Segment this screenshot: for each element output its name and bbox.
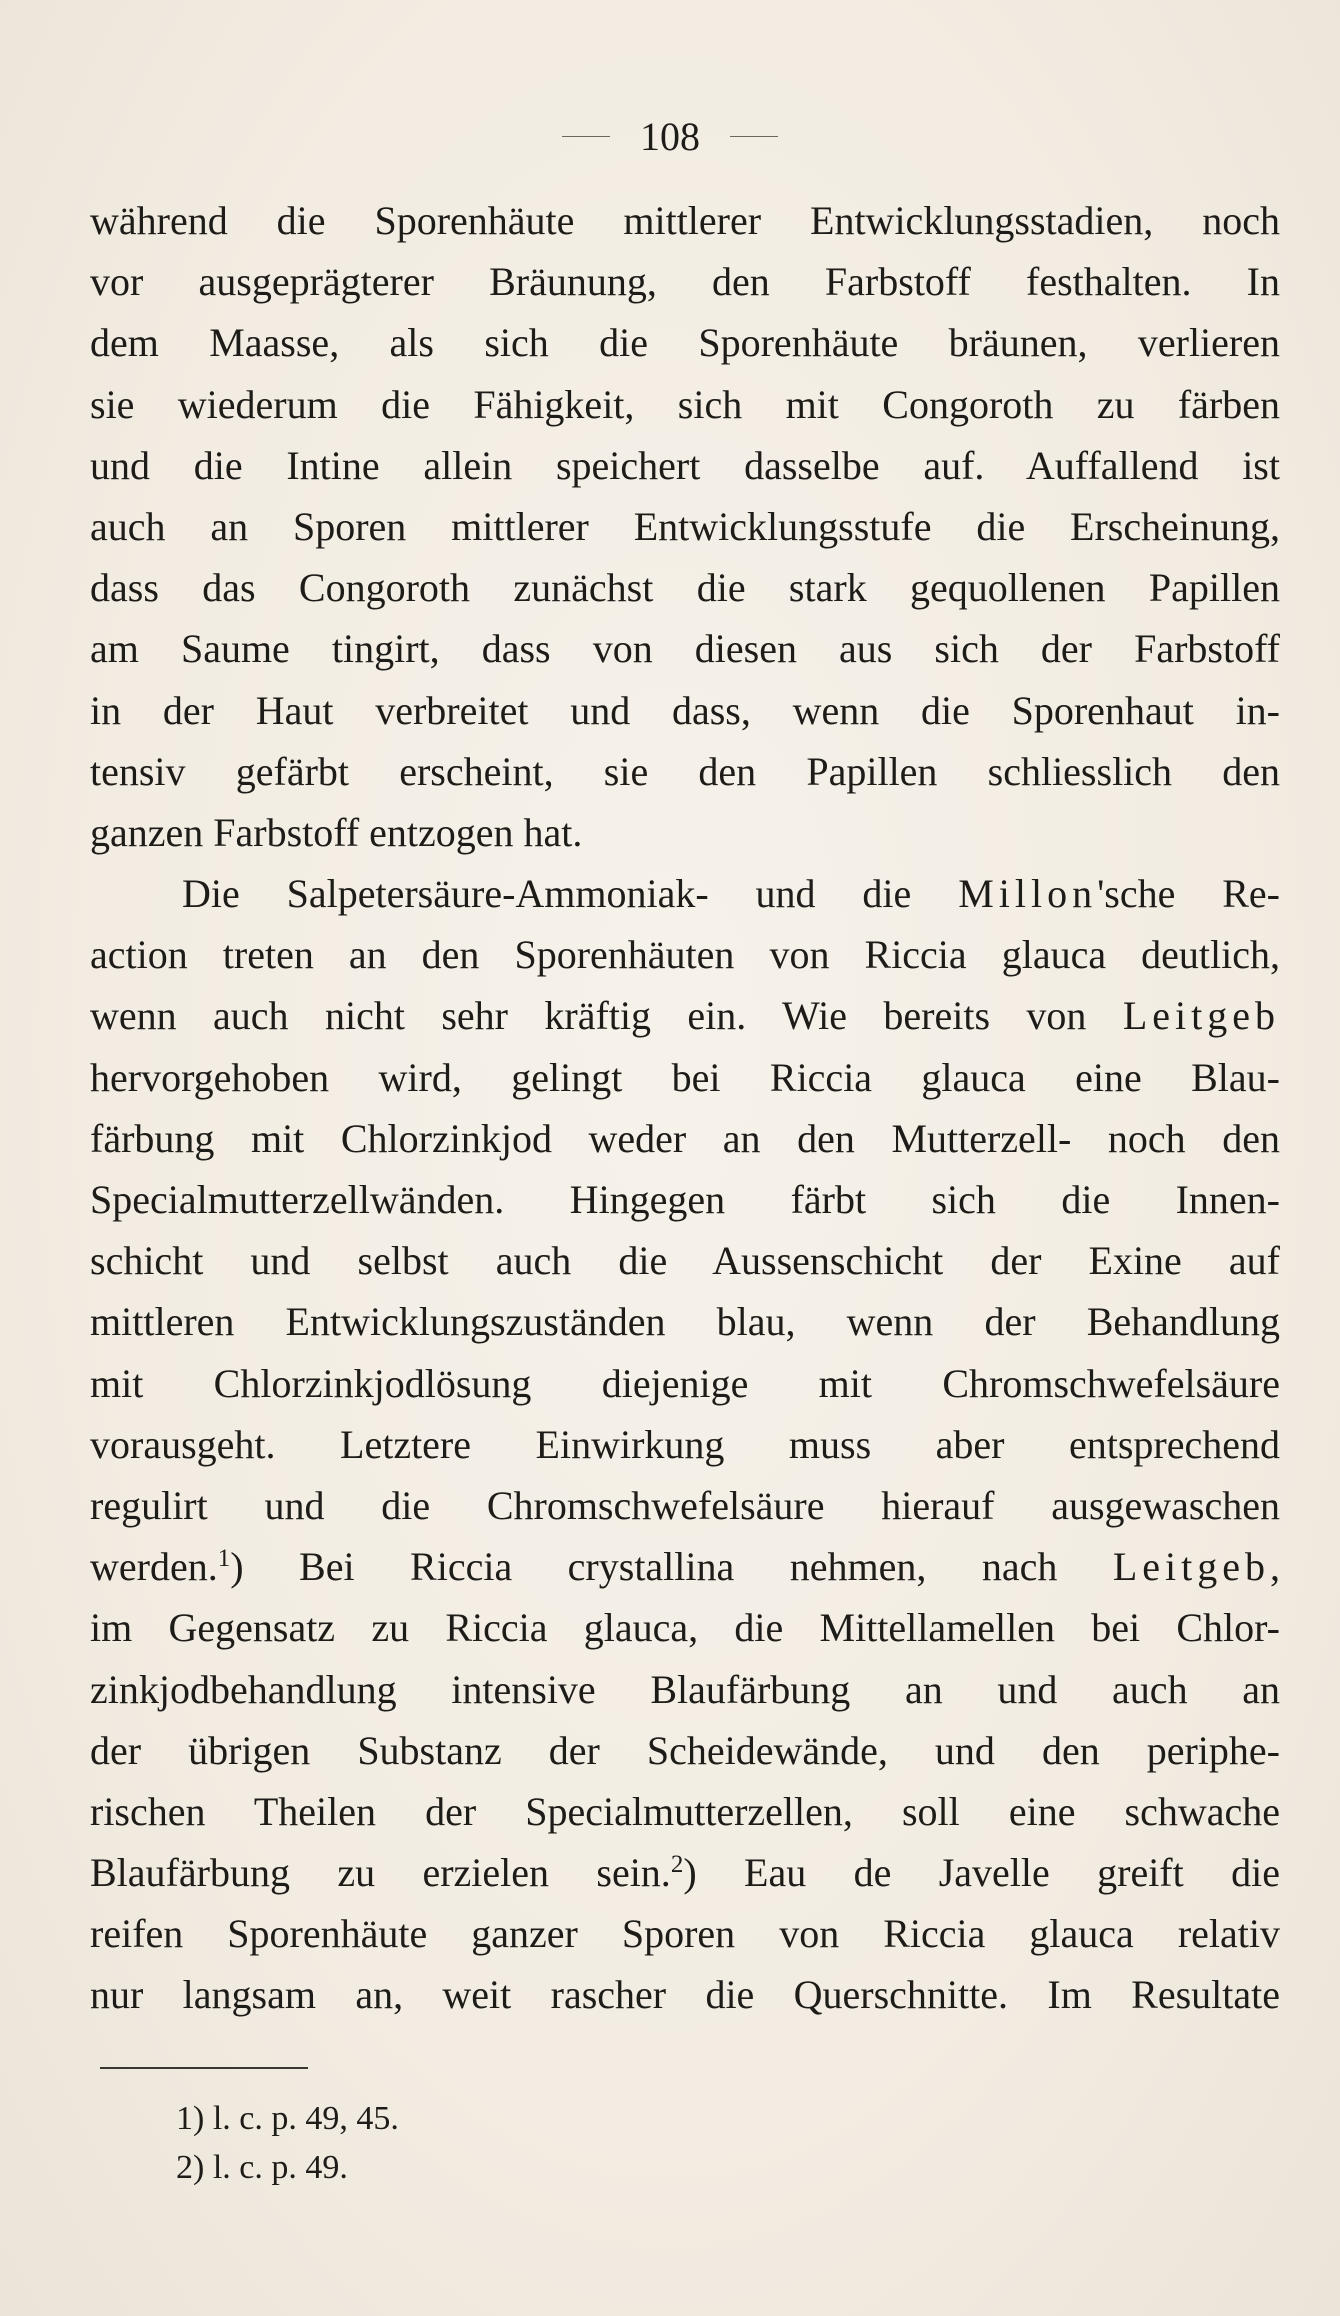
paragraph-1	[90, 190, 1280, 863]
footnote-2: 2) l. c. p. 49.	[176, 2149, 348, 2186]
text-line: reifen Sporenhäute ganzer Sporen von Riccia glauca relativ	[90, 1911, 1280, 1957]
text-run: werden.	[90, 1544, 218, 1590]
footnotes	[176, 2094, 399, 2192]
text-line: Specialmutterzellwänden. Hingegen färbt sich die Innen-	[90, 1177, 1280, 1222]
author-name-leitgeb: Leitgeb	[1112, 1544, 1271, 1590]
text-line	[90, 1536, 1280, 1597]
text-run: ) Eau de Javelle greift die	[683, 1850, 1280, 1896]
footnote-ref-1: 1	[217, 1545, 231, 1573]
text-run: wenn auch nicht sehr kräftig ein. Wie bereits von	[90, 993, 1087, 1039]
text-line: in der Haut verbreitet und dass, wenn die Sporenhaut in-	[90, 687, 1280, 733]
footnote-divider	[100, 2067, 308, 2069]
text-line: vorausgeht. Letztere Einwirkung muss aber entsprechend	[90, 1421, 1280, 1467]
header-dash-left	[562, 136, 610, 137]
text-line: dass das Congoroth zunächst die stark gequollenen Papillen	[90, 565, 1280, 611]
text-line	[90, 985, 1280, 1046]
text-line: färbung mit Chlorzinkjod weder an den Mutterzell- noch den	[90, 1115, 1280, 1161]
text-line: am Saume tingirt, dass von diesen aus sich der Farbstoff	[90, 626, 1280, 672]
text-line: auch an Sporen mittlerer Entwicklungsstufe die Erscheinung,	[90, 503, 1280, 549]
body-text	[90, 190, 1280, 2026]
text-line: ganzen Farbstoff entzogen hat.	[90, 809, 583, 855]
text-line: tensiv gefärbt erscheint, sie den Papillen schliesslich den	[90, 748, 1280, 794]
text-line: regulirt und die Chromschwefelsäure hierauf ausgewaschen	[90, 1482, 1280, 1528]
text-line: hervorgehoben wird, gelingt bei Riccia glauca eine Blau-	[90, 1054, 1280, 1100]
header-dash-right	[730, 136, 778, 137]
text-run: ) Bei Riccia crystallina nehmen, nach	[230, 1544, 1058, 1590]
text-line: im Gegensatz zu Riccia glauca, die Mittellamellen bei Chlor-	[90, 1605, 1280, 1651]
text-run: ,	[1270, 1544, 1281, 1590]
text-run: 'sche Re-	[1097, 871, 1280, 917]
text-line: und die Intine allein speichert dasselbe auf. Auffallend ist	[90, 442, 1280, 488]
text-line: mittleren Entwicklungszuständen blau, wenn der Behandlung	[90, 1299, 1280, 1345]
text-line	[90, 863, 1280, 924]
text-line: vor ausgeprägterer Bräunung, den Farbstoff festhalten. In	[90, 259, 1280, 305]
text-line: während die Sporenhäute mittlerer Entwicklungsstadien, noch	[90, 198, 1280, 243]
author-name-millon: Millon	[958, 871, 1098, 917]
footnote-ref-2: 2	[670, 1851, 684, 1879]
text-line: zinkjodbehandlung intensive Blaufärbung an und auch an	[90, 1666, 1280, 1712]
text-line: dem Maasse, als sich die Sporenhäute bräunen, verlieren	[90, 320, 1280, 366]
text-line: nur langsam an, weit rascher die Querschnitte. Im Resultate	[90, 1972, 1280, 2018]
text-line: rischen Theilen der Specialmutterzellen, soll eine schwache	[90, 1788, 1280, 1834]
author-name-leitgeb: Leitgeb	[1122, 993, 1280, 1039]
footnote-1: 1) l. c. p. 49, 45.	[176, 2100, 399, 2137]
page-header	[0, 108, 1340, 162]
paragraph-2	[90, 863, 1280, 2026]
text-line: sie wiederum die Fähigkeit, sich mit Congoroth zu färben	[90, 381, 1280, 427]
text-line: mit Chlorzinkjodlösung diejenige mit Chromschwefelsäure	[90, 1360, 1280, 1406]
text-line: der übrigen Substanz der Scheidewände, und den periphe-	[90, 1727, 1280, 1773]
text-run: Die Salpetersäure-Ammoniak- und die	[182, 871, 912, 917]
page-number: 108	[640, 113, 700, 159]
text-run: Blaufärbung zu erzielen sein.	[90, 1850, 671, 1896]
text-line: schicht und selbst auch die Aussenschicht der Exine auf	[90, 1238, 1280, 1284]
text-line	[90, 1842, 1280, 1903]
text-line: action treten an den Sporenhäuten von Riccia glauca deutlich,	[90, 932, 1280, 978]
